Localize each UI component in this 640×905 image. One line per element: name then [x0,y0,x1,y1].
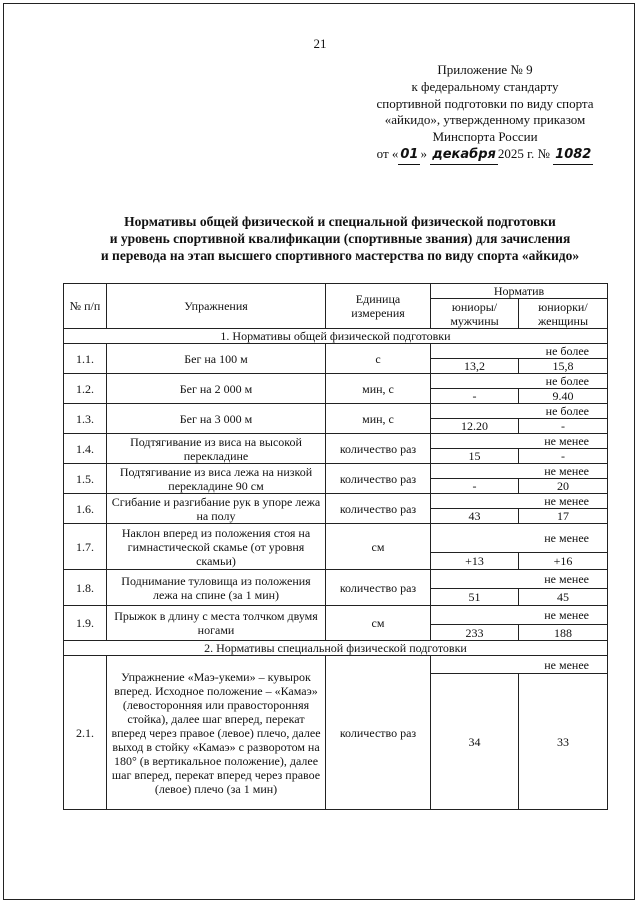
appendix-line-5: Минспорта России [432,129,538,145]
row-bound: не менее [431,524,608,553]
row-male: - [431,389,519,404]
row-male: 43 [431,509,519,524]
row-male: 51 [431,589,519,606]
row-bound: не менее [431,570,608,589]
row-unit: см [326,524,431,570]
row-bound: не менее [431,464,608,479]
handwritten-order-number: 1082 [553,147,593,165]
handwritten-day: 01 [398,147,420,165]
table-row [64,464,608,479]
table-row [64,404,608,419]
row-female: 33 [519,674,608,810]
row-bound: не менее [431,656,608,674]
appendix-line-2: к федеральному стандарту [411,78,559,94]
row-bound: не более [431,374,608,389]
row-unit: количество раз [326,464,431,494]
appendix-line-3: спортивной подготовки по виду спорта [376,95,594,111]
section-2-title: 2. Нормативы специальной физической подготовки [64,641,608,656]
row-female: - [519,449,608,464]
table-row [64,434,608,449]
table-row [64,374,608,389]
row-num: 1.2. [64,374,107,404]
row-bound: не менее [431,434,608,449]
row-num: 1.1. [64,344,107,374]
header-female: юниорки/ женщины [519,299,608,329]
row-female: 45 [519,589,608,606]
row-male: 13,2 [431,359,519,374]
row-exercise: Упражнение «Маэ-укеми» – кувырок вперед. Исходное положение – «Камаэ» (левосторонняя или правосторонняя стойка), далее шаг вперед, перекат вперед через правое (левое) плечо, далее выход в стойку «Камаэ» с разворотом на 180° (в вертикальное положение), далее шаг вперед, перекат вперед через правое (левое) плечо (за 1 мин) [107,656,326,810]
page-number: 21 [313,36,327,51]
row-unit: количество раз [326,494,431,524]
row-exercise: Бег на 2 000 м [107,374,326,404]
handwritten-month: декабря [430,147,498,165]
row-female: 20 [519,479,608,494]
row-male: - [431,479,519,494]
row-exercise: Подтягивание из виса на высокой перекладине [107,434,326,464]
row-num: 2.1. [64,656,107,810]
section-1-title: 1. Нормативы общей физической подготовки [64,329,608,344]
row-num: 1.5. [64,464,107,494]
section-row [64,329,608,344]
row-num: 1.6. [64,494,107,524]
row-bound: не менее [431,494,608,509]
row-bound: не более [431,344,608,359]
row-exercise: Бег на 100 м [107,344,326,374]
row-num: 1.3. [64,404,107,434]
appendix-line-1: Приложение № 9 [437,62,533,77]
row-exercise: Прыжок в длину с места толчком двумя ногами [107,606,326,641]
row-exercise: Наклон вперед из положения стоя на гимнастической скамье (от уровня скамьи) [107,524,326,570]
row-female: - [519,419,608,434]
row-female: 188 [519,625,608,641]
row-num: 1.7. [64,524,107,570]
order-date-line: от « 01 » декабря 2025 г. № 1082 [340,146,630,165]
document-title: Нормативы общей физической и специальной физической подготовки и уровень спортивной квалификации (спортивные звания) для зачисления и перевода на этап высшего спортивного мастерства по виду спорта «айкидо» [100,214,580,263]
row-bound: не более [431,404,608,419]
header-row [64,284,608,299]
row-num: 1.4. [64,434,107,464]
table-row [64,344,608,359]
row-unit: см [326,606,431,641]
appendix-block [340,62,630,165]
row-exercise: Подтягивание из виса лежа на низкой перекладине 90 см [107,464,326,494]
row-unit: количество раз [326,434,431,464]
row-female: 15,8 [519,359,608,374]
standards-table [63,283,608,810]
row-unit: с [326,344,431,374]
header-male: юниоры/ мужчины [431,299,519,329]
row-bound: не менее [431,606,608,625]
row-female: 17 [519,509,608,524]
row-male: 233 [431,625,519,641]
row-male: 12.20 [431,419,519,434]
row-exercise: Бег на 3 000 м [107,404,326,434]
row-female: +16 [519,553,608,570]
table-row [64,494,608,509]
row-num: 1.9. [64,606,107,641]
row-male: +13 [431,553,519,570]
row-num: 1.8. [64,570,107,606]
row-unit: мин, с [326,404,431,434]
appendix-line-4: «айкидо», утвержденному приказом [384,112,586,128]
row-unit: количество раз [326,656,431,810]
table-row [64,570,608,589]
section-row [64,641,608,656]
row-unit: мин, с [326,374,431,404]
header-num: № п/п [64,284,107,329]
header-unit: Единица измерения [326,284,431,329]
row-exercise: Сгибание и разгибание рук в упоре лежа на полу [107,494,326,524]
table-row [64,656,608,674]
row-exercise: Поднимание туловища из положения лежа на спине (за 1 мин) [107,570,326,606]
header-norm: Норматив [431,284,608,299]
row-male: 34 [431,674,519,810]
row-unit: количество раз [326,570,431,606]
header-exercise: Упражнения [107,284,326,329]
row-female: 9.40 [519,389,608,404]
row-male: 15 [431,449,519,464]
table-row [64,524,608,553]
table-row [64,606,608,625]
